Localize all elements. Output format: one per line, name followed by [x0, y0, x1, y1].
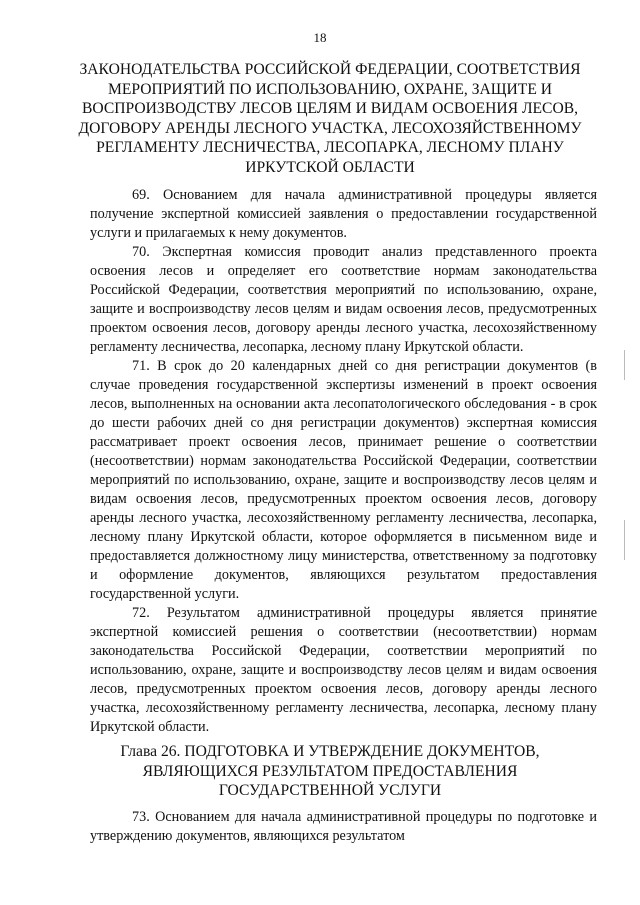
page-number: 18 [313, 30, 327, 45]
paragraph-70: 70. Экспертная комиссия проводит анализ представленного проекта освоения лесов и определяет его соответствие нормам законодательства Российской Федерации, соответствия мероприятий по использованию, охране, защите и воспроизводству лесов целям и видам освоения лесов, предусмотренных проектом освоения лесов, договору аренды лесного участка, лесохозяйственному регламенту лесничества, лесопарка, лесному плану Иркутской области. [90, 244, 597, 355]
chapter-heading: Глава 26. ПОДГОТОВКА И УТВЕРЖДЕНИЕ ДОКУМЕНТОВ, ЯВЛЯЮЩИХСЯ РЕЗУЛЬТАТОМ ПРЕДОСТАВЛЕНИЯ ГОСУДАРСТВЕННОЙ УСЛУГИ [120, 743, 540, 799]
paragraph-71: 71. В срок до 20 календарных дней со дня регистрации документов (в случае проведения государственной экспертизы изменений в проект освоения лесов, выполненных на основании акта лесопатологического обследования - в срок до шести рабочих дней со дня регистрации документов) экспертная комиссия рассматривает проект освоения лесов, принимает решение о соответствии (несоответствии) нормам законодательства Российской Федерации, соответствии мероприятий по использованию, охране, защите и воспроизводству лесов целям и видам освоения лесов, предусмотренных проектом освоения лесов, договору аренды лесного участка, лесохозяйственному регламенту лесничества, лесопарка, лесному плану Иркутской области, которое оформляется в письменном виде и предоставляется должностному лицу министерства, ответственному за подготовку и оформление документов, являющихся результатом предоставления государственной услуги. [90, 358, 597, 602]
scan-margin-mark [624, 350, 625, 380]
section-heading: ЗАКОНОДАТЕЛЬСТВА РОССИЙСКОЙ ФЕДЕРАЦИИ, СООТВЕТСТВИЯ МЕРОПРИЯТИЙ ПО ИСПОЛЬЗОВАНИЮ, ОХРАНЕ, ЗАЩИТЕ И ВОСПРОИЗВОДСТВУ ЛЕСОВ ЦЕЛЯМ И ВИДАМ ОСВОЕНИЯ ЛЕСОВ, ДОГОВОРУ АРЕНДЫ ЛЕСНОГО УЧАСТКА, ЛЕСОХОЗЯЙСТВЕННОМУ РЕГЛАМЕНТУ ЛЕСНИЧЕСТВА, ЛЕСОПАРКА, ЛЕСНОМУ ПЛАНУ ИРКУТСКОЙ ОБЛАСТИ [78, 61, 582, 176]
paragraph-72: 72. Результатом административной процедуры является принятие экспертной комиссией решения о соответствии (несоответствии) нормам законодательства Российской Федерации, соответствии мероприятий по использованию, охране, защите и воспроизводству лесов целям и видам освоения лесов, предусмотренных проектом освоения лесов, договору аренды лесного участка, лесохозяйственному регламенту лесничества, лесопарка, лесному плану Иркутской области. [90, 605, 597, 735]
paragraph-69: 69. Основанием для начала административной процедуры является получение экспертной комиссией заявления о предоставлении государственной услуги и прилагаемых к нему документов. [90, 187, 597, 241]
paragraph-73: 73. Основанием для начала административной процедуры по подготовке и утверждению документов, являющихся результатом [90, 809, 597, 844]
body-text [90, 186, 597, 737]
scan-margin-mark [624, 520, 625, 560]
body-text-continued [90, 808, 597, 846]
